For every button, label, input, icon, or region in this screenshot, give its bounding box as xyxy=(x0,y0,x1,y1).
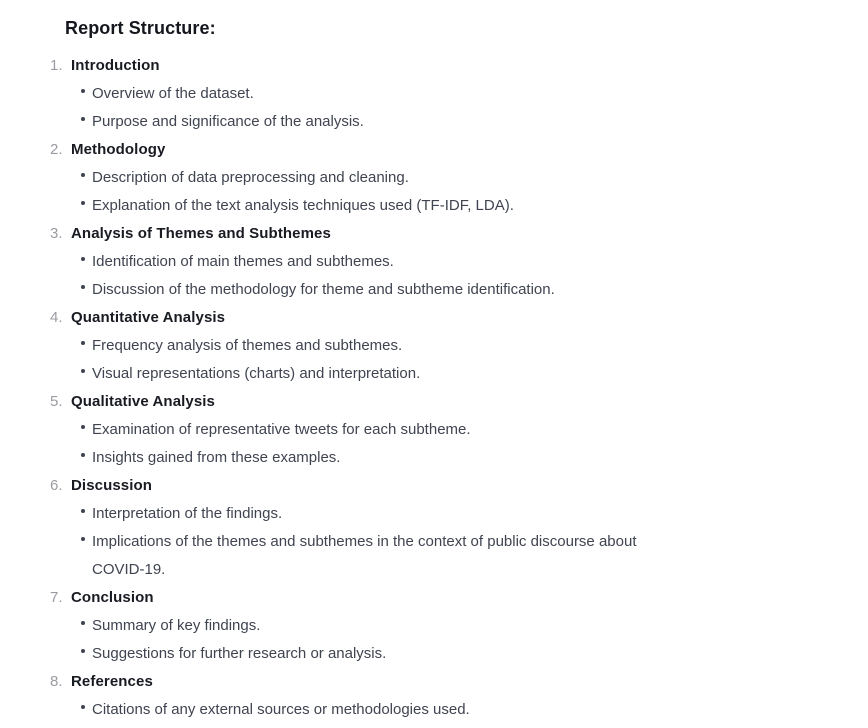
section-heading-row xyxy=(50,304,868,332)
bullet-item xyxy=(81,276,692,304)
report-section xyxy=(50,472,868,584)
section-number: 6. xyxy=(50,477,63,494)
bullet-text: Citations of any external sources or methodologies used. xyxy=(92,701,470,718)
bullet-text: Suggestions for further research or analysis. xyxy=(92,645,387,662)
bullet-dot-icon xyxy=(81,108,92,136)
bullet-item xyxy=(81,164,692,192)
bullet-text: Overview of the dataset. xyxy=(92,85,254,102)
section-number: 2. xyxy=(50,141,63,158)
bullet-item xyxy=(81,528,692,584)
section-title: Analysis of Themes and Subthemes xyxy=(71,225,331,242)
section-bullets xyxy=(81,80,868,136)
bullet-item xyxy=(81,248,692,276)
bullet-item xyxy=(81,332,692,360)
section-bullets xyxy=(81,164,868,220)
bullet-text: Summary of key findings. xyxy=(92,617,261,634)
section-heading-row xyxy=(50,388,868,416)
section-heading-row xyxy=(50,136,868,164)
section-title: Quantitative Analysis xyxy=(71,309,226,326)
section-heading-row xyxy=(50,220,868,248)
section-heading-row xyxy=(50,52,868,80)
section-title: Methodology xyxy=(71,141,166,158)
bullet-text: Implications of the themes and subthemes in the context of public discourse about COVID-19. xyxy=(92,533,637,578)
bullet-dot-icon xyxy=(81,164,92,192)
bullet-text: Description of data preprocessing and cleaning. xyxy=(92,169,409,186)
page-title: Report Structure: xyxy=(65,18,216,38)
bullet-item xyxy=(81,500,692,528)
bullet-text: Discussion of the methodology for theme and subtheme identification. xyxy=(92,281,555,298)
bullet-text: Visual representations (charts) and interpretation. xyxy=(92,365,421,382)
bullet-text: Examination of representative tweets for each subtheme. xyxy=(92,421,471,438)
section-number: 1. xyxy=(50,57,63,74)
section-title: Conclusion xyxy=(71,589,154,606)
bullet-item xyxy=(81,108,692,136)
bullet-item xyxy=(81,360,692,388)
bullet-text: Identification of main themes and subthemes. xyxy=(92,253,394,270)
report-section xyxy=(50,220,868,304)
bullet-dot-icon xyxy=(81,528,92,584)
section-bullets xyxy=(81,612,868,668)
section-heading-row xyxy=(50,472,868,500)
section-bullets xyxy=(81,696,868,724)
bullet-item xyxy=(81,696,692,724)
bullet-dot-icon xyxy=(81,192,92,220)
bullet-text: Interpretation of the findings. xyxy=(92,505,283,522)
bullet-dot-icon xyxy=(81,612,92,640)
report-section xyxy=(50,52,868,136)
section-bullets xyxy=(81,332,868,388)
bullet-dot-icon xyxy=(81,500,92,528)
bullet-item xyxy=(81,192,692,220)
section-number: 5. xyxy=(50,393,63,410)
bullet-dot-icon xyxy=(81,332,92,360)
bullet-item xyxy=(81,640,692,668)
bullet-dot-icon xyxy=(81,696,92,724)
section-title: Qualitative Analysis xyxy=(71,393,216,410)
report-sections-list xyxy=(50,52,868,724)
section-number: 8. xyxy=(50,673,63,690)
bullet-dot-icon xyxy=(81,248,92,276)
bullet-dot-icon xyxy=(81,360,92,388)
section-heading-row xyxy=(50,584,868,612)
bullet-text: Explanation of the text analysis techniques used (TF-IDF, LDA). xyxy=(92,197,514,214)
section-title: Introduction xyxy=(71,57,160,74)
bullet-dot-icon xyxy=(81,276,92,304)
report-section xyxy=(50,668,868,724)
section-heading-row xyxy=(50,668,868,696)
report-section xyxy=(50,304,868,388)
bullet-item xyxy=(81,444,692,472)
report-section xyxy=(50,388,868,472)
report-section xyxy=(50,584,868,668)
section-title: References xyxy=(71,673,153,690)
report-section xyxy=(50,136,868,220)
bullet-text: Frequency analysis of themes and subthemes. xyxy=(92,337,403,354)
bullet-item xyxy=(81,416,692,444)
bullet-dot-icon xyxy=(81,640,92,668)
bullet-item xyxy=(81,612,692,640)
section-number: 3. xyxy=(50,225,63,242)
section-bullets xyxy=(81,248,868,304)
section-bullets xyxy=(81,416,868,472)
bullet-item xyxy=(81,80,692,108)
section-title: Discussion xyxy=(71,477,153,494)
bullet-dot-icon xyxy=(81,416,92,444)
section-number: 4. xyxy=(50,309,63,326)
bullet-dot-icon xyxy=(81,80,92,108)
bullet-text: Insights gained from these examples. xyxy=(92,449,341,466)
section-number: 7. xyxy=(50,589,63,606)
bullet-text: Purpose and significance of the analysis. xyxy=(92,113,364,130)
bullet-dot-icon xyxy=(81,444,92,472)
section-bullets xyxy=(81,500,868,584)
